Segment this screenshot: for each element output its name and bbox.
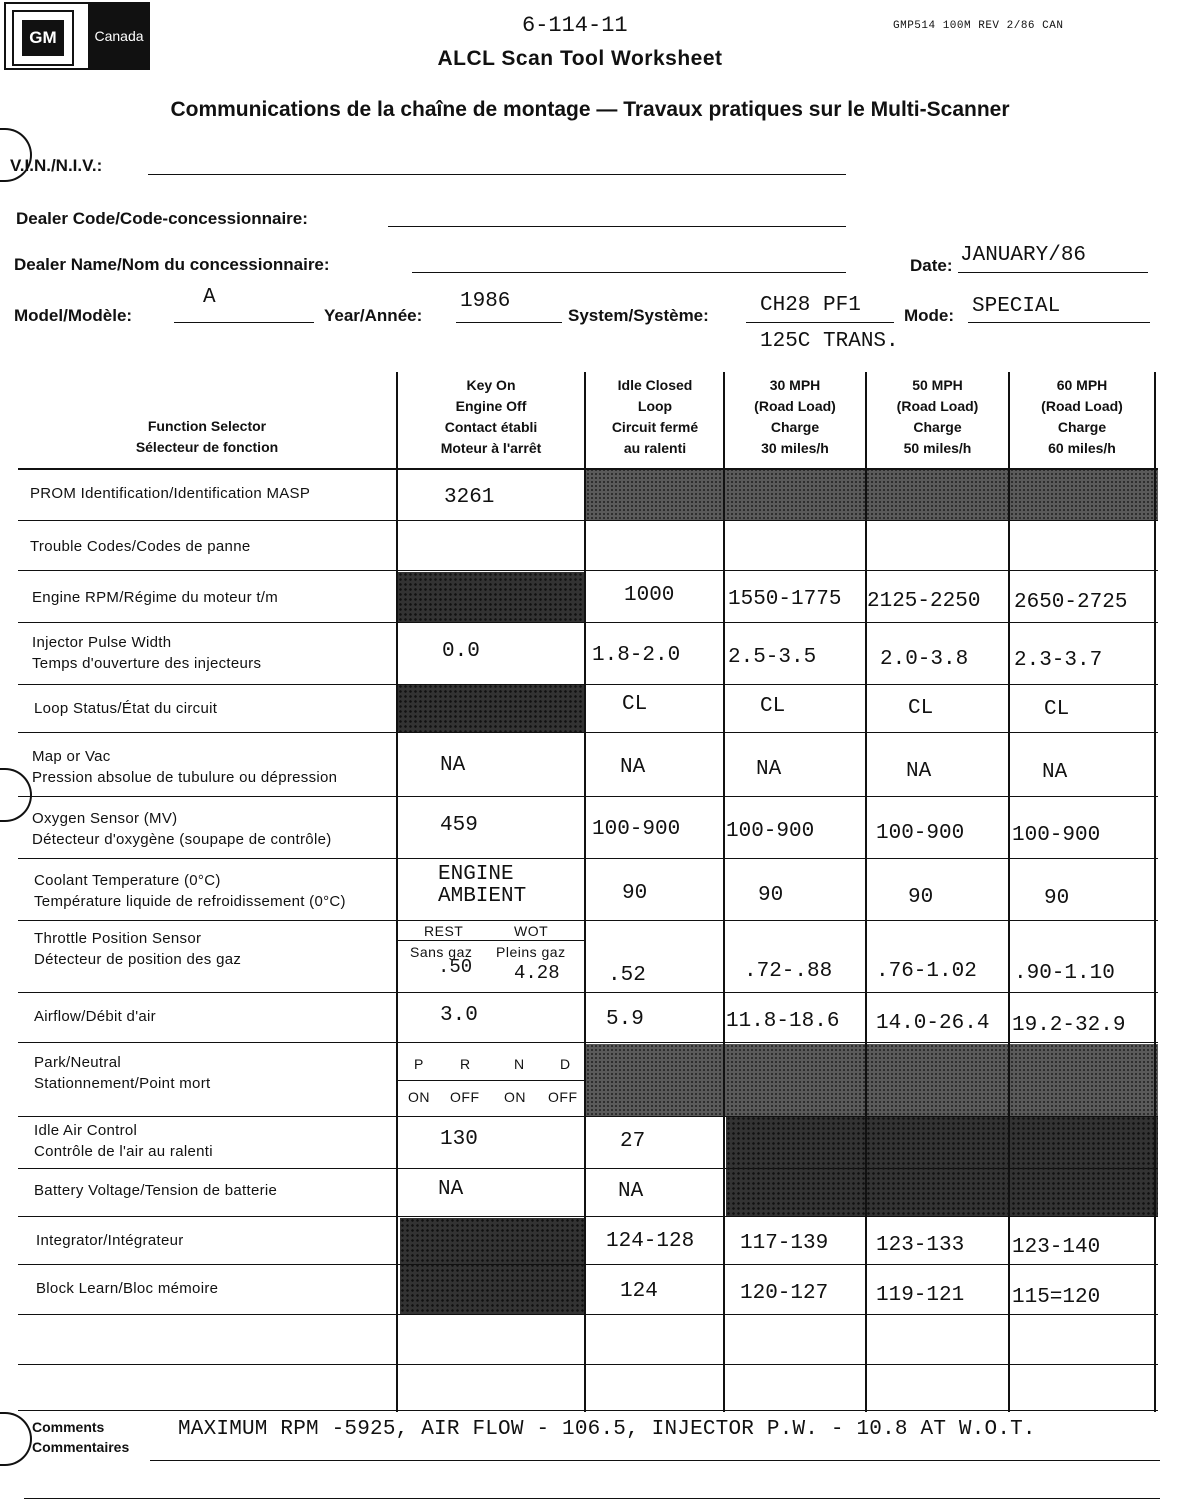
value-airflow-60mph: 19.2-32.9 — [1012, 1014, 1126, 1037]
value-oxygen-30mph: 100-900 — [726, 820, 815, 843]
dealer-name-label: Dealer Name/Nom du concessionnaire: — [14, 255, 330, 274]
value-airflow-idle: 5.9 — [606, 1008, 644, 1031]
header-30mph — [725, 375, 865, 459]
date-value: JANUARY/86 — [960, 244, 1087, 267]
grid-hline — [18, 1116, 1158, 1117]
row-label-integrator: Integrator/Intégrateur — [36, 1232, 184, 1249]
value-injector-30mph: 2.5-3.5 — [728, 646, 817, 669]
label-line: Température liquide de refroidissement (0°C) — [34, 893, 346, 910]
value-throttle-60mph: .90-1.10 — [1014, 962, 1115, 985]
dealer-name-field[interactable] — [412, 272, 846, 273]
value-map-idle: NA — [620, 756, 646, 779]
grid-hline — [18, 732, 1158, 733]
value-loop-50mph: CL — [908, 697, 934, 720]
value-block-60mph: 115=120 — [1012, 1286, 1101, 1309]
value-integrator-60mph: 123-140 — [1012, 1236, 1101, 1259]
park-state-p: ON — [408, 1089, 430, 1105]
year-field[interactable] — [456, 322, 562, 323]
value-injector-60mph: 2.3-3.7 — [1014, 649, 1103, 672]
value-map-30mph: NA — [756, 758, 782, 781]
value-oxygen-60mph: 100-900 — [1012, 824, 1101, 847]
value-coolant-50mph: 90 — [908, 886, 934, 909]
row-label-throttle — [34, 928, 241, 970]
value-oxygen-50mph: 100-900 — [876, 822, 965, 845]
model-value: A — [203, 286, 216, 309]
park-state-r: OFF — [450, 1089, 480, 1105]
revision-code: GMP514 100M REV 2/86 CAN — [893, 20, 1064, 32]
date-field[interactable] — [958, 272, 1148, 273]
header-text: Loop — [637, 398, 673, 414]
park-gear-d: D — [560, 1056, 571, 1072]
row-label-prom: PROM Identification/Identification MASP — [30, 485, 311, 502]
throttle-pleins-gaz: Pleins gaz — [496, 944, 566, 960]
header-text: 30 MPH — [769, 377, 821, 393]
label-line: Throttle Position Sensor — [34, 930, 202, 947]
scan-worksheet-table — [18, 372, 1158, 1412]
shade-rpm-keyon — [398, 572, 584, 622]
grid-hline — [18, 1364, 1158, 1365]
page-subtitle: Communications de la chaîne de montage — Travaux pratiques sur le Multi-Scanner — [170, 98, 1010, 121]
grid-vline-4 — [865, 372, 867, 1412]
throttle-rest-label: REST — [424, 923, 464, 939]
park-state-d: OFF — [548, 1089, 578, 1105]
label-line: Map or Vac — [32, 748, 111, 765]
value-throttle-30mph: .72-.88 — [744, 960, 833, 983]
header-idle — [586, 375, 724, 459]
label-line: Park/Neutral — [34, 1054, 121, 1071]
value-map-60mph: NA — [1042, 761, 1068, 784]
comments-line-2[interactable] — [24, 1498, 1160, 1499]
value-prom-keyon: 3261 — [444, 486, 495, 509]
header-text: Contact établi — [444, 419, 538, 435]
canada-logo-text: Canada — [88, 4, 150, 68]
value-oxygen-idle: 100-900 — [592, 818, 681, 841]
value-coolant-60mph: 90 — [1044, 887, 1070, 910]
header-text: Function Selector — [147, 418, 267, 434]
value-block-30mph: 120-127 — [740, 1282, 829, 1305]
value-iac-keyon: 130 — [440, 1128, 478, 1151]
park-gear-r: R — [460, 1056, 471, 1072]
header-text: Key On — [466, 377, 516, 393]
label-line: Injector Pulse Width — [32, 634, 172, 651]
value-battery-idle: NA — [618, 1180, 644, 1203]
grid-hline — [18, 1410, 1158, 1411]
header-text: Sélecteur de fonction — [135, 439, 279, 455]
grid-vline-5 — [1008, 372, 1010, 1412]
dealer-code-label: Dealer Code/Code-concessionnaire: — [16, 209, 308, 228]
row-label-injector — [32, 632, 261, 674]
row-label-idle-air-control — [34, 1120, 213, 1162]
mode-value: SPECIAL — [972, 295, 1061, 318]
value-battery-keyon: NA — [438, 1178, 464, 1201]
row-label-oxygen — [32, 808, 332, 850]
value-throttle-rest: .50 — [438, 956, 473, 978]
header-text: Moteur à l'arrêt — [440, 440, 542, 456]
header-text: (Road Load) — [1041, 398, 1123, 414]
row-label-block-learn: Block Learn/Bloc mémoire — [36, 1280, 219, 1297]
grid-hline — [18, 570, 1158, 571]
grid-hline — [18, 1314, 1158, 1315]
shade-prom-running — [586, 468, 1158, 520]
value-injector-idle: 1.8-2.0 — [592, 644, 681, 667]
grid-hline — [18, 1168, 1158, 1169]
comments-label-en: Comments — [32, 1419, 105, 1435]
grid-hline — [18, 992, 1158, 993]
header-text: 60 MPH — [1056, 377, 1108, 393]
header-text: 60 miles/h — [1048, 440, 1116, 456]
park-subdivider — [398, 1080, 584, 1081]
value-block-idle: 124 — [620, 1280, 658, 1303]
header-text: 50 miles/h — [903, 440, 972, 456]
row-label-loop-status: Loop Status/État du circuit — [34, 700, 218, 717]
value-loop-idle: CL — [622, 693, 648, 716]
header-text: Charge — [770, 419, 820, 435]
value-rpm-idle: 1000 — [624, 584, 675, 607]
header-50mph — [867, 375, 1008, 459]
value-loop-60mph: CL — [1044, 698, 1070, 721]
form-number: 6-114-11 — [522, 13, 628, 38]
value-iac-idle: 27 — [620, 1130, 646, 1153]
label-line: Stationnement/Point mort — [34, 1075, 211, 1092]
value-throttle-wot: 4.28 — [514, 962, 560, 984]
value-oxygen-keyon: 459 — [440, 814, 478, 837]
year-value: 1986 — [460, 290, 511, 313]
page-title: ALCL Scan Tool Worksheet — [437, 47, 723, 70]
shade-iac-battery-running — [726, 1116, 1158, 1216]
value-block-50mph: 119-121 — [876, 1284, 965, 1307]
value-rpm-30mph: 1550-1775 — [728, 588, 842, 611]
grid-hline-header — [18, 468, 1158, 470]
grid-hline — [18, 1264, 1158, 1265]
row-label-trouble-codes: Trouble Codes/Codes de panne — [30, 538, 251, 555]
grid-vline-3 — [723, 372, 725, 1412]
throttle-wot-label: WOT — [514, 923, 549, 939]
vin-label: V.I.N./N.I.V.: — [10, 156, 103, 175]
row-label-map — [32, 746, 337, 788]
grid-hline — [18, 1042, 1158, 1043]
header-text: Engine Off — [455, 398, 527, 414]
vin-field[interactable] — [148, 174, 846, 175]
value-coolant-keyon — [438, 864, 526, 908]
comments-line-1[interactable] — [150, 1460, 1160, 1461]
header-text: (Road Load) — [896, 398, 979, 414]
label-line: Coolant Temperature (0°C) — [34, 872, 221, 889]
shade-park-running — [586, 1044, 1158, 1116]
label-line: Détecteur de position des gaz — [34, 951, 242, 968]
throttle-sans-gaz: Sans gaz — [410, 944, 473, 960]
grid-vline-2 — [584, 372, 586, 1412]
value-rpm-50mph: 2125-2250 — [867, 590, 981, 613]
value-map-50mph: NA — [906, 760, 932, 783]
grid-hline — [18, 520, 1158, 521]
row-label-airflow: Airflow/Débit d'air — [34, 1008, 156, 1025]
binder-hole-bottom — [0, 1412, 32, 1466]
value-throttle-50mph: .76-1.02 — [876, 960, 977, 983]
shade-loop-keyon — [398, 684, 584, 732]
grid-hline — [18, 920, 1158, 921]
year-label: Year/Année: — [324, 306, 423, 325]
row-label-rpm: Engine RPM/Régime du moteur t/m — [32, 589, 279, 606]
label-line: Idle Air Control — [34, 1122, 138, 1139]
row-label-coolant — [34, 870, 346, 912]
mode-label: Mode: — [904, 306, 955, 325]
system-label: System/Système: — [568, 306, 709, 325]
park-state-n: ON — [504, 1089, 526, 1105]
park-gear-p: P — [414, 1056, 424, 1072]
park-gear-n: N — [514, 1056, 525, 1072]
dealer-code-field[interactable] — [388, 226, 846, 227]
header-text: au ralenti — [623, 440, 687, 456]
model-field[interactable] — [174, 322, 314, 323]
comments-label-fr: Commentaires — [32, 1439, 130, 1455]
value-loop-30mph: CL — [760, 695, 786, 718]
grid-hline — [18, 858, 1158, 859]
value-integrator-50mph: 123-133 — [876, 1234, 965, 1257]
system-value-line2: 125C TRANS. — [760, 330, 899, 353]
value-airflow-30mph: 11.8-18.6 — [726, 1010, 840, 1033]
value-injector-50mph: 2.0-3.8 — [880, 648, 969, 671]
grid-hline — [18, 1216, 1158, 1217]
value-line: AMBIENT — [438, 885, 527, 908]
system-value: CH28 PF1 — [760, 294, 861, 317]
header-text: Charge — [913, 419, 962, 435]
value-coolant-idle: 90 — [622, 882, 648, 905]
value-rpm-60mph: 2650-2725 — [1014, 591, 1128, 614]
mode-field[interactable] — [968, 322, 1150, 323]
value-line: ENGINE — [438, 863, 514, 886]
system-field[interactable] — [746, 322, 894, 323]
gm-logo-text: GM — [22, 20, 64, 56]
label-line: Temps d'ouverture des injecteurs — [32, 655, 262, 672]
model-label: Model/Modèle: — [14, 306, 133, 325]
shade-integrator-keyon — [400, 1218, 586, 1314]
header-key-on — [398, 375, 584, 459]
value-airflow-50mph: 14.0-26.4 — [876, 1012, 990, 1035]
grid-vline-6 — [1154, 372, 1156, 1412]
header-text: 30 miles/h — [761, 440, 829, 456]
header-text: Idle Closed — [617, 377, 693, 393]
label-line: Contrôle de l'air au ralenti — [34, 1143, 213, 1160]
value-injector-keyon: 0.0 — [442, 640, 480, 663]
comments-label — [32, 1417, 129, 1457]
value-map-keyon: NA — [440, 754, 466, 777]
header-text: 50 MPH — [912, 377, 963, 393]
label-line: Détecteur d'oxygène (soupape de contrôle) — [32, 831, 332, 848]
header-text: Charge — [1057, 419, 1107, 435]
grid-hline — [18, 622, 1158, 623]
grid-vline-1 — [396, 372, 398, 1412]
row-label-battery: Battery Voltage/Tension de batterie — [34, 1182, 278, 1199]
grid-hline — [18, 684, 1158, 685]
header-60mph — [1010, 375, 1154, 459]
value-throttle-idle: .52 — [608, 964, 646, 987]
header-text: Circuit fermé — [611, 419, 699, 435]
header-text: (Road Load) — [754, 398, 836, 414]
date-label: Date: — [910, 256, 953, 275]
label-line: Oxygen Sensor (MV) — [32, 810, 178, 827]
value-coolant-30mph: 90 — [758, 884, 784, 907]
throttle-subdivider — [398, 940, 584, 941]
value-integrator-30mph: 117-139 — [740, 1232, 829, 1255]
value-airflow-keyon: 3.0 — [440, 1004, 478, 1027]
comments-text: MAXIMUM RPM -5925, AIR FLOW - 106.5, INJECTOR P.W. - 10.8 AT W.O.T. — [178, 1418, 1036, 1441]
grid-hline — [18, 796, 1158, 797]
row-label-park-neutral — [34, 1052, 210, 1094]
label-line: Pression absolue de tubulure ou dépression — [32, 769, 338, 786]
header-function-selector — [18, 416, 396, 458]
value-integrator-idle: 124-128 — [606, 1230, 695, 1253]
